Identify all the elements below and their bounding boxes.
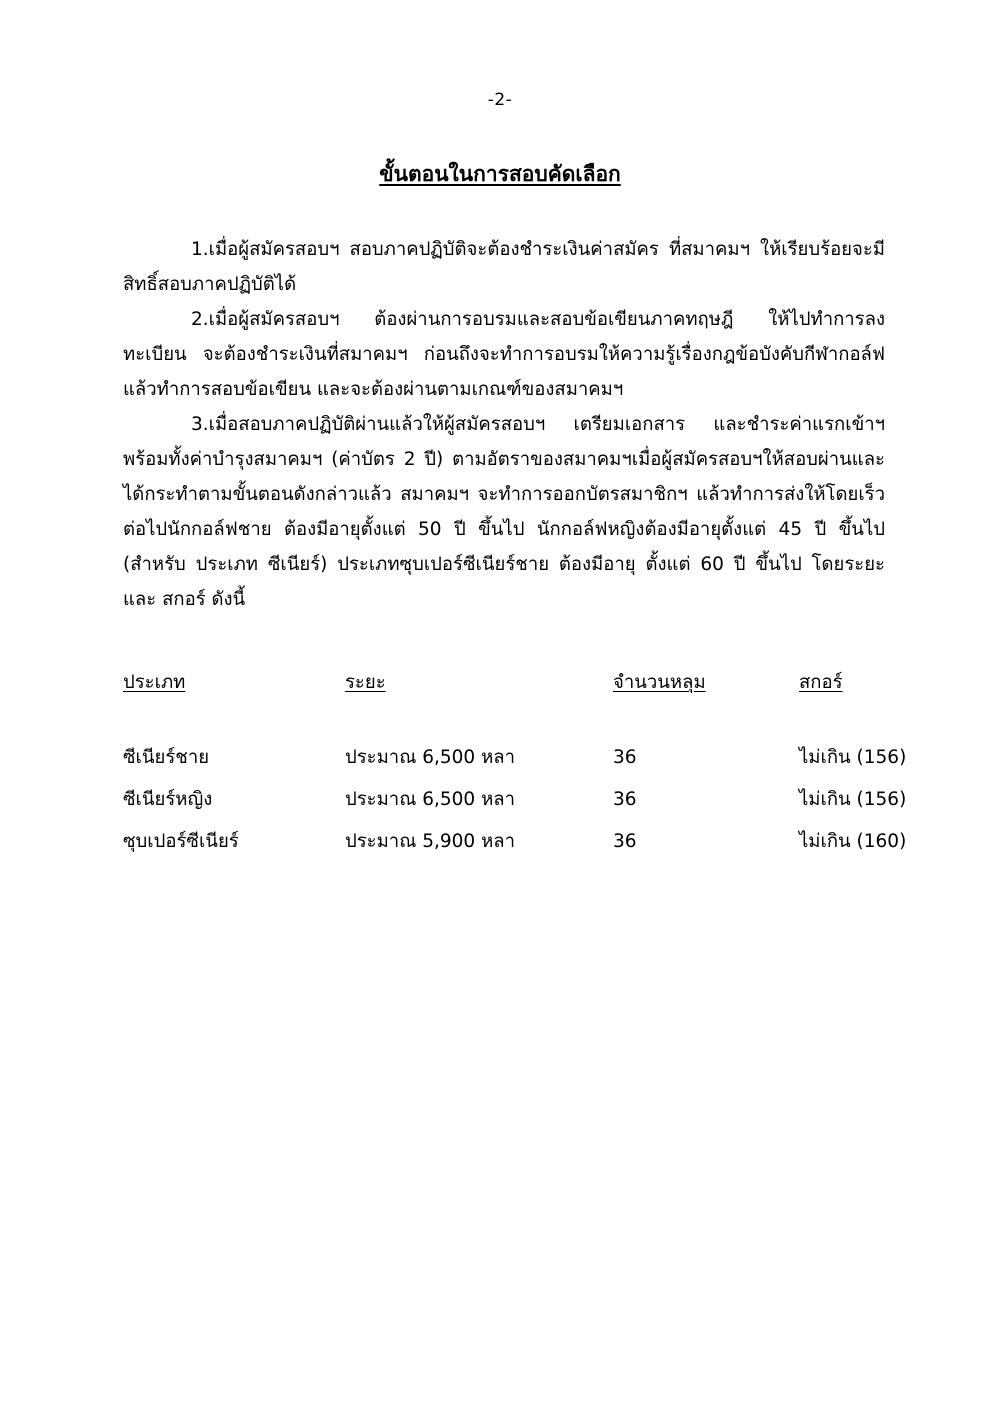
table-row (123, 743, 913, 785)
table-header-row (123, 668, 913, 743)
cell-holes: 36 (613, 747, 637, 768)
cell-type: ซีเนียร์หญิง (123, 789, 213, 810)
column-header-score: สกอร์ (799, 672, 843, 693)
cell-score: ไม่เกิน (156) (799, 747, 907, 768)
document-body (123, 232, 885, 617)
paragraph-1 (123, 232, 885, 302)
table-row (123, 827, 913, 869)
cell-holes: 36 (613, 831, 637, 852)
cell-holes: 36 (613, 789, 637, 810)
cell-score: ไม่เกิน (160) (799, 831, 907, 852)
page-number: -2- (487, 90, 513, 110)
cell-type: ซุบเปอร์ซีเนียร์ (123, 831, 239, 852)
page-title-text: ขั้นตอนในการสอบคัดเลือก (379, 162, 621, 186)
cell-distance: ประมาณ 6,500 หลา (345, 789, 516, 810)
cell-type: ซีเนียร์ชาย (123, 747, 210, 768)
column-header-type: ประเภท (123, 672, 186, 693)
criteria-table (123, 668, 913, 869)
paragraph-2 (123, 302, 885, 407)
cell-distance: ประมาณ 6,500 หลา (345, 747, 516, 768)
column-header-holes: จำนวนหลุม (613, 672, 706, 693)
paragraph-2-text: 2.เมื่อผู้สมัครสอบฯ ต้องผ่านการอบรมและสอบข้อเขียนภาคทฤษฎี ให้ไปทำการลงทะเบียน จะต้องชำระเงินที่สมาคมฯ ก่อนถึงจะทำการอบรมให้ความรู้เรื่องกฎข้อบังคับกีฬากอล์ฟ แล้วทำการสอบข้อเขียน และจะต้องผ่านตามเกณฑ์ของสมาคมฯ (123, 309, 885, 400)
paragraph-3 (123, 407, 885, 617)
paragraph-1-text: 1.เมื่อผู้สมัครสอบฯ สอบภาคปฏิบัติจะต้องชำระเงินค่าสมัคร ที่สมาคมฯ ให้เรียบร้อยจะมีสิทธิ์สอบภาคปฏิบัติได้ (123, 239, 885, 295)
table-header (123, 668, 913, 743)
cell-score: ไม่เกิน (156) (799, 789, 907, 810)
cell-distance: ประมาณ 5,900 หลา (345, 831, 516, 852)
table-body (123, 743, 913, 869)
page-title (0, 158, 1000, 191)
table-row (123, 785, 913, 827)
paragraph-3-text: 3.เมื่อสอบภาคปฏิบัติผ่านแล้วให้ผู้สมัครสอบฯ เตรียมเอกสาร และชำระค่าแรกเข้าฯ พร้อมทั้งค่าบำรุงสมาคมฯ (ค่าบัตร 2 ปี) ตามอัตราของสมาคมฯเมื่อผู้สมัครสอบฯให้สอบผ่านและได้กระทำตามขั้นตอนดังกล่าวแล้ว สมาคมฯ จะทำการออกบัตรสมาชิกฯ แล้วทำการส่งให้โดยเร็วต่อไปนักกอล์ฟชาย ต้องมีอายุตั้งแต่ 50 ปี ขึ้นไป นักกอล์ฟหญิงต้องมีอายุตั้งแต่ 45 ปี ขึ้นไป (สำหรับ ประเภท ซีเนียร์) ประเภทซุบเปอร์ซีเนียร์ชาย ต้องมีอายุ ตั้งแต่ 60 ปี ขึ้นไป โดยระยะ และ สกอร์ ดังนี้ (123, 414, 885, 610)
column-header-distance: ระยะ (345, 672, 386, 693)
criteria-table-container (123, 668, 913, 869)
